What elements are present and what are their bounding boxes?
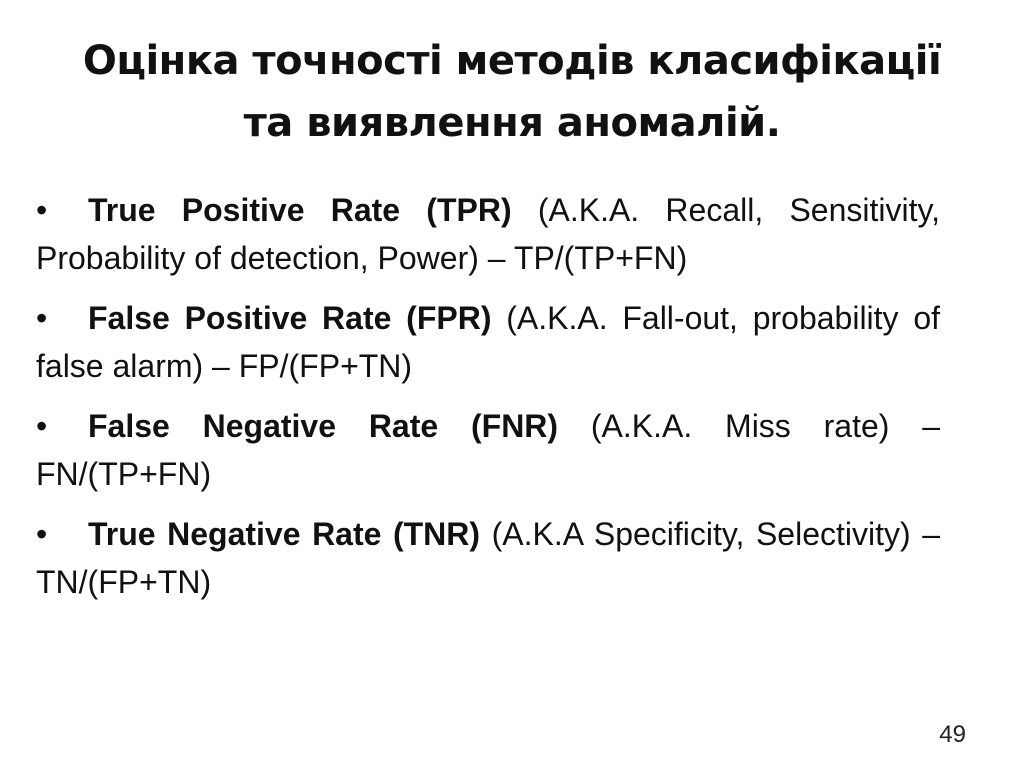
bullet-term: False Positive Rate (FPR) bbox=[88, 300, 492, 336]
bullet-icon: • bbox=[36, 516, 48, 552]
bullet-term: False Negative Rate (FNR) bbox=[88, 408, 559, 444]
bullet-text: (A.K.A. Recall, Sensitivity, Probability of detection, Power) – TP/(TP+FN) bbox=[36, 192, 941, 276]
bullet-icon: • bbox=[36, 300, 48, 336]
slide-title bbox=[40, 30, 984, 154]
slide-title-line-1: Оцінка точності методів класифікації bbox=[82, 38, 942, 84]
bullet-item-fnr bbox=[36, 402, 940, 498]
bullet-icon: • bbox=[36, 192, 48, 228]
bullet-item-tpr bbox=[36, 186, 940, 282]
bullet-text: (A.K.A. Fall-out, probability of false alarm) – FP/(FP+TN) bbox=[36, 300, 941, 384]
bullet-term: True Negative Rate (TNR) bbox=[88, 516, 481, 552]
slide-title-line-2: та виявлення аномалій. bbox=[243, 100, 781, 146]
bullet-term: True Positive Rate (TPR) bbox=[88, 192, 512, 228]
bullet-list bbox=[36, 186, 940, 618]
page-number: 49 bbox=[939, 721, 966, 748]
bullet-text: (A.K.A. Miss rate) – FN/(TP+FN) bbox=[36, 408, 941, 492]
bullet-text: (A.K.A Specificity, Selectivity) – TN/(FP+TN) bbox=[36, 516, 940, 600]
bullet-item-fpr bbox=[36, 294, 940, 390]
bullet-icon: • bbox=[36, 408, 48, 444]
bullet-item-tnr bbox=[36, 510, 940, 606]
